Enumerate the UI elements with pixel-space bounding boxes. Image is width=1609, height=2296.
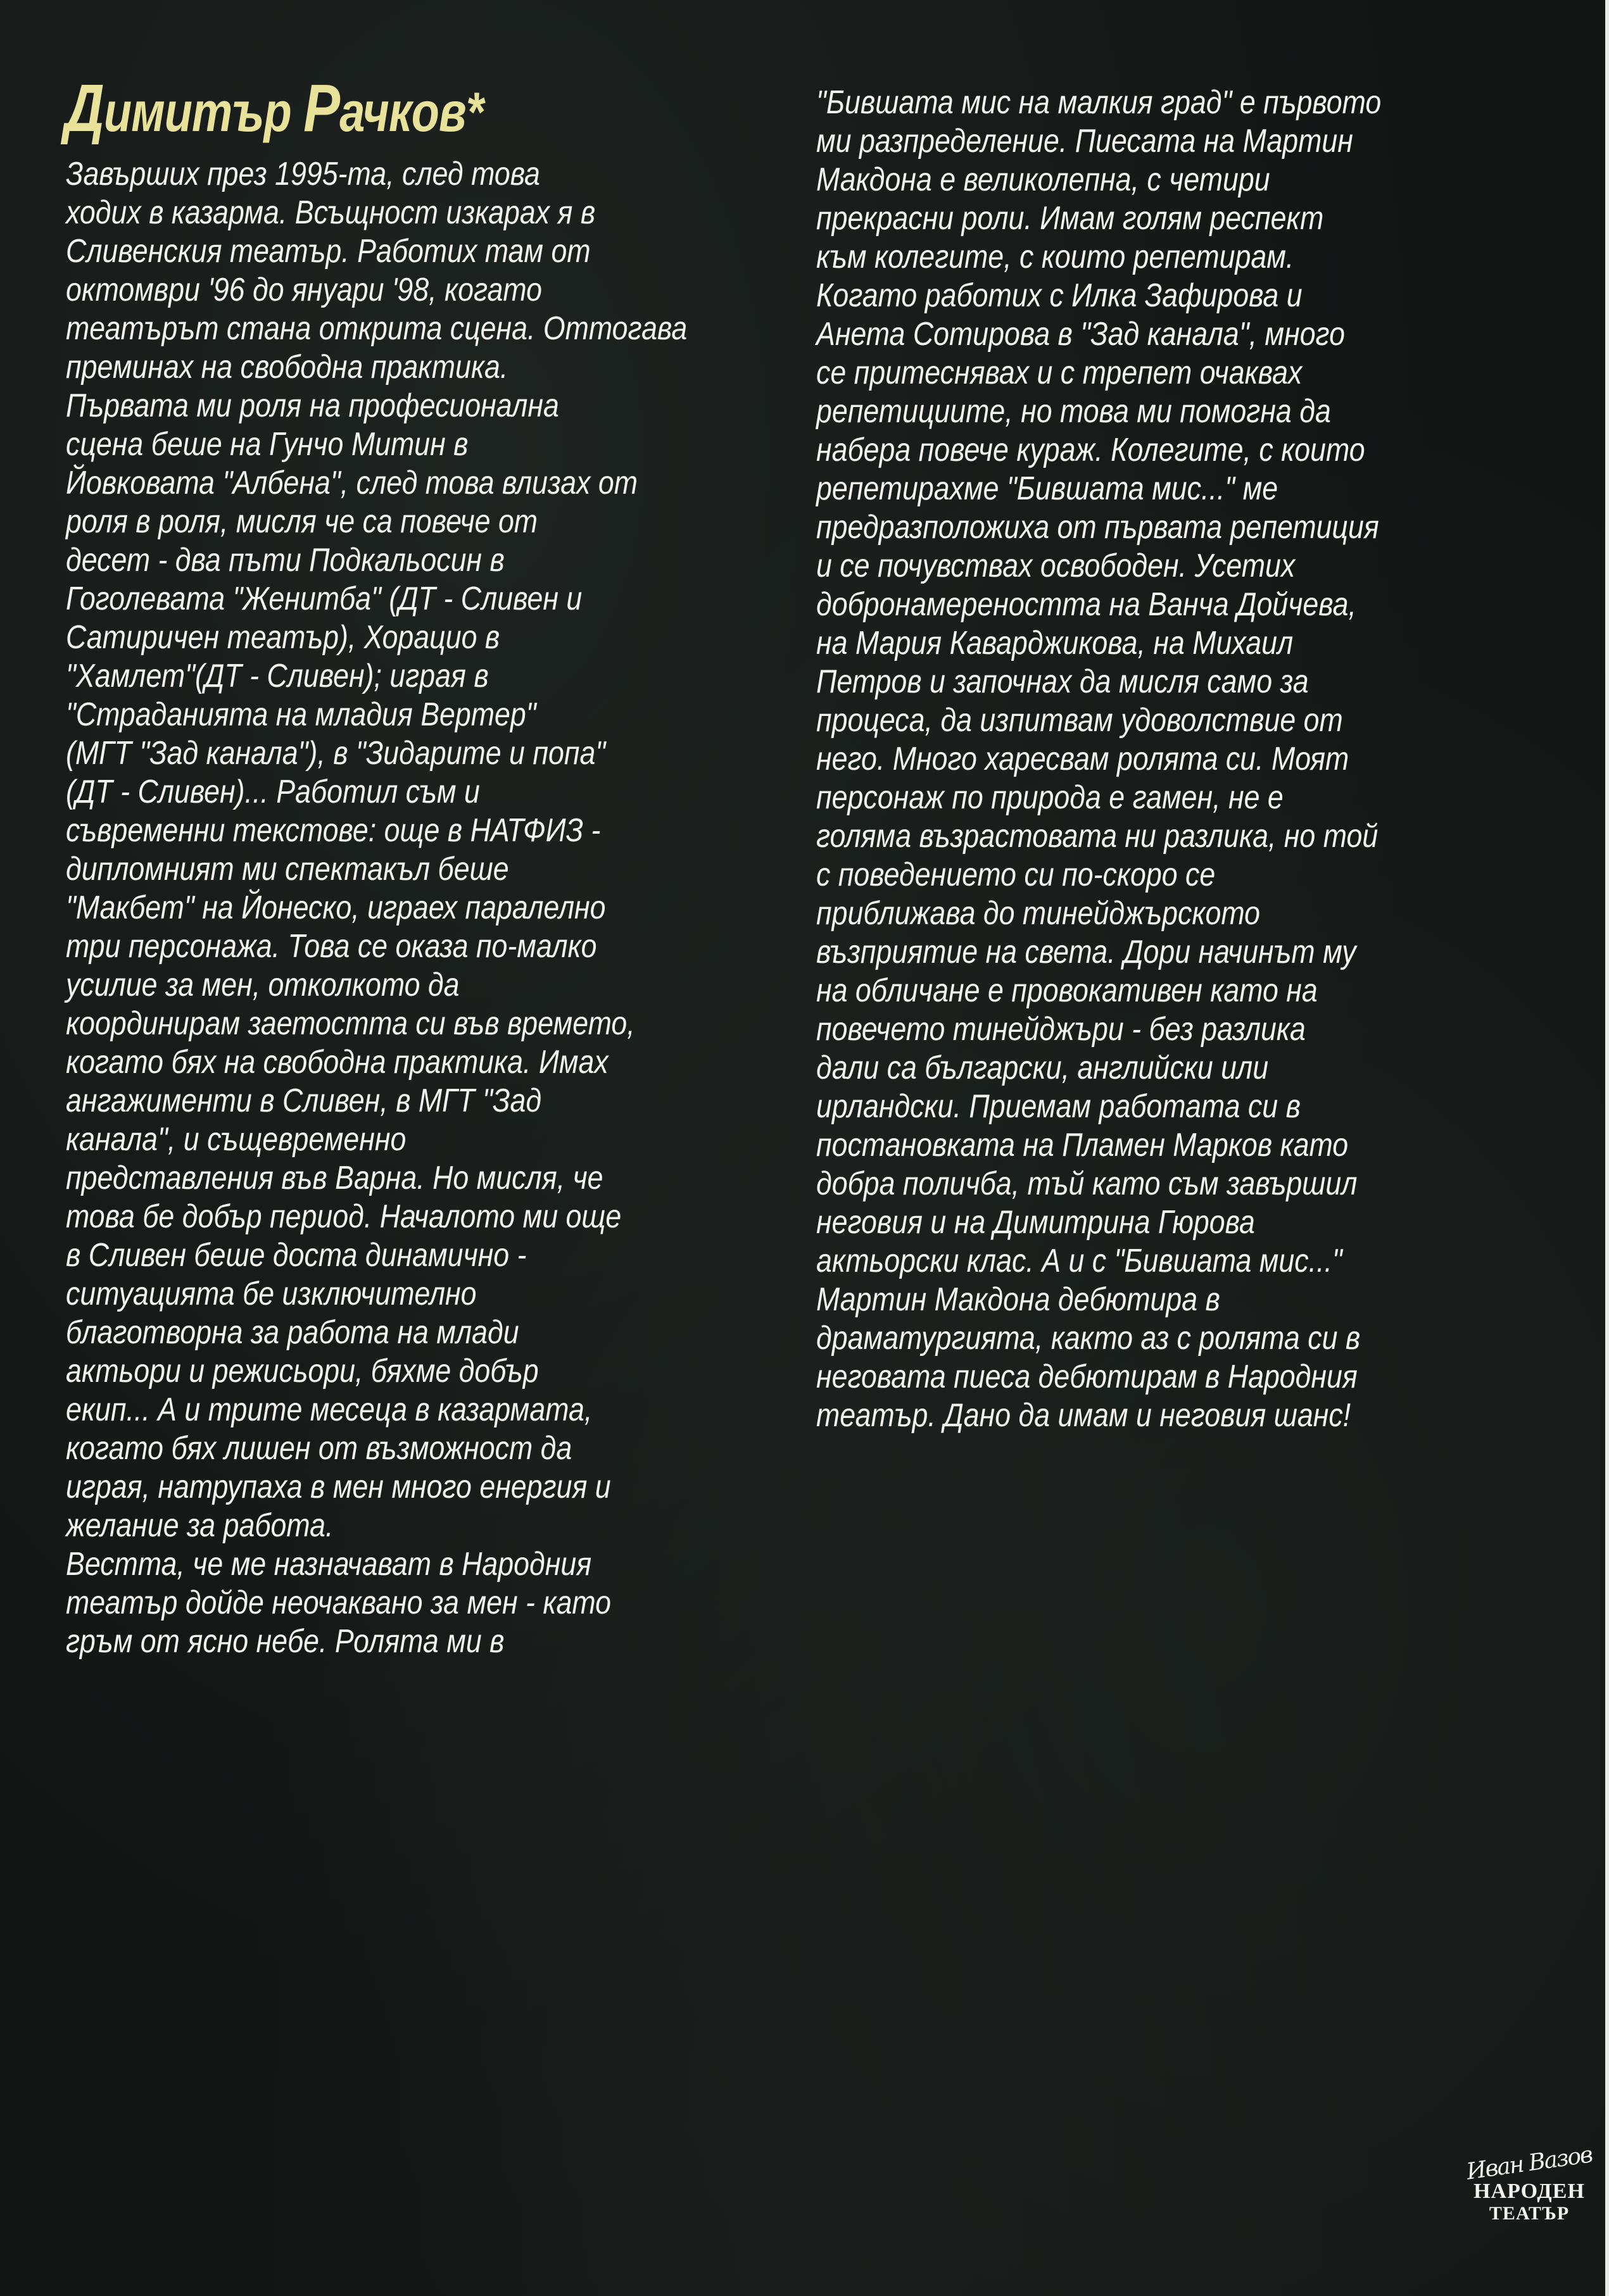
- text-line: прекрасни роли. Имам голям респект: [816, 200, 1324, 237]
- text-line: канала", и същевременно: [66, 1121, 407, 1158]
- text-line: театър. Дано да имам и неговия шанс!: [816, 1397, 1351, 1434]
- heading-last-rest: ачков*: [339, 80, 484, 143]
- text-line: "Макбет" на Йонеско, играех паралелно: [66, 889, 606, 926]
- text-line: Йовковата "Албена", след това влизах от: [66, 465, 638, 501]
- article-heading: [65, 71, 484, 146]
- text-line: повечето тинейджъри - без разлика: [816, 1011, 1306, 1048]
- text-line: ситуацията бе изключително: [66, 1276, 477, 1312]
- text-line: ангажименти в Сливен, в МГТ "Зад: [66, 1082, 542, 1119]
- text-line: репетициите, но това ми помогна да: [816, 393, 1331, 430]
- text-line: Анета Сотирова в "Зад канала", много: [816, 316, 1345, 353]
- text-line: Гоголевата "Женитба" (ДТ - Сливен и: [66, 580, 583, 617]
- text-line: добронамереността на Ванча Дойчева,: [816, 586, 1356, 623]
- text-line: представления във Варна. Но мисля, че: [66, 1160, 603, 1196]
- text-line: Петров и започнах да мисля само за: [816, 663, 1309, 700]
- left-column: [66, 155, 712, 1661]
- text-line: дипломният ми спектакъл беше: [66, 851, 509, 888]
- text-line: усилие за мен, отколкото да: [66, 967, 460, 1003]
- text-line: координирам заетостта си във времето,: [66, 1005, 635, 1042]
- right-column: [816, 84, 1462, 1435]
- text-line: когато бях на свободна практика. Имах: [66, 1044, 609, 1081]
- text-line: ходих в казарма. Всъщност изкарах я в: [66, 194, 596, 231]
- text-line: играя, натрупаха в мен много енергия и: [66, 1469, 611, 1505]
- text-line: неговата пиеса дебютирам в Народния: [816, 1358, 1358, 1395]
- text-line: театър дойде неочаквано за мен - като: [66, 1584, 611, 1621]
- text-line: и се почувствах освободен. Усетих: [816, 548, 1296, 584]
- text-line: него. Много харесвам ролята си. Моят: [816, 741, 1349, 777]
- text-line: на Мария Каварджикова, на Михаил: [816, 625, 1294, 662]
- text-line: десет - два пъти Подкальосин в: [66, 542, 505, 579]
- text-line: репетирахме "Бившата мис..." ме: [816, 470, 1278, 507]
- text-line: персонаж по природа е гамен, не е: [816, 779, 1284, 816]
- text-line: драматургията, както аз с ролята си в: [816, 1320, 1361, 1357]
- text-line: "Хамлет"(ДТ - Сливен); играя в: [66, 658, 489, 694]
- text-line: на обличане е провокативен като на: [816, 972, 1318, 1009]
- text-line: Сливенския театър. Работих там от: [66, 233, 591, 270]
- text-line: (ДТ - Сливен)... Работил съм и: [66, 774, 480, 810]
- text-line: Завърших през 1995-та, след това: [66, 156, 540, 192]
- text-line: октомври '96 до януари '98, когато: [66, 272, 543, 308]
- heading-first-initial: Д: [65, 71, 104, 146]
- text-line: "Страданията на младия Вертер": [66, 696, 536, 733]
- text-line: "Бившата мис на малкия град" е първото: [816, 84, 1382, 121]
- text-line: добра поличба, тъй като съм завършил: [816, 1165, 1358, 1202]
- logo-signature: Иван Вазов: [1465, 2142, 1594, 2185]
- text-line: ми разпределение. Пиесата на Мартин: [816, 123, 1353, 160]
- text-line: преминах на свободна практика.: [66, 349, 508, 386]
- text-line: с поведението си по-скоро се: [816, 856, 1216, 893]
- text-line: дали са български, английски или: [816, 1050, 1269, 1086]
- text-line: предразположиха от първата репетиция: [816, 509, 1379, 546]
- text-line: Първата ми роля на професионална: [66, 387, 559, 424]
- logo-subtitle: ТЕАТЪР: [1489, 2203, 1570, 2224]
- text-line: Макдона е великолепна, с четири: [816, 161, 1270, 198]
- text-line: сцена беше на Гунчо Митин в: [66, 426, 469, 463]
- text-line: актьорски клас. А и с "Бившата мис...": [816, 1243, 1342, 1279]
- text-line: Когато работих с Илка Зафирова и: [816, 277, 1303, 314]
- heading-last-initial: Р: [303, 71, 340, 146]
- text-line: това бе добър период. Началото ми още: [66, 1198, 622, 1235]
- text-line: съвременни текстове: още в НАТФИЗ -: [66, 812, 601, 849]
- text-line: постановката на Пламен Марков като: [816, 1127, 1349, 1164]
- text-line: голяма възрастовата ни разлика, но той: [816, 818, 1379, 855]
- text-line: екип... А и трите месеца в казармата,: [66, 1391, 593, 1428]
- text-line: възприятие на света. Дори начинът му: [816, 934, 1356, 970]
- text-line: три персонажа. Това се оказа по-малко: [66, 928, 597, 965]
- text-line: набера повече кураж. Колегите, с които: [816, 432, 1365, 468]
- text-line: ирландски. Приемам работата си в: [816, 1088, 1301, 1125]
- text-line: актьори и режисьори, бяхме добър: [66, 1353, 539, 1390]
- logo-name: НАРОДЕН: [1473, 2180, 1585, 2203]
- heading-first-rest: имитър: [103, 80, 304, 143]
- national-theatre-logo: [1465, 2142, 1594, 2278]
- text-line: роля в роля, мисля че са повече от: [66, 503, 538, 540]
- text-line: неговия и на Димитрина Гюрова: [816, 1204, 1255, 1241]
- text-line: благотворна за работа на млади: [66, 1314, 519, 1351]
- text-line: театърът стана открита сцена. Оттогава: [66, 310, 688, 347]
- text-line: се притеснявах и с трепет очаквах: [816, 354, 1303, 391]
- text-line: към колегите, с които репетирам.: [816, 239, 1294, 275]
- text-line: приближава до тинейджърското: [816, 895, 1261, 932]
- text-line: гръм от ясно небе. Ролята ми в: [66, 1623, 505, 1660]
- text-line: (МГТ "Зад канала"), в "Зидарите и попа": [66, 735, 606, 772]
- text-line: в Сливен беше доста динамично -: [66, 1237, 527, 1274]
- text-line: Мартин Макдона дебютира в: [816, 1281, 1220, 1318]
- text-line: Вестта, че ме назначават в Народния: [66, 1546, 592, 1583]
- text-line: процеса, да изпитвам удоволствие от: [816, 702, 1343, 739]
- text-line: когато бях лишен от възможност да: [66, 1430, 572, 1467]
- text-line: Сатиричен театър), Хорацио в: [66, 619, 500, 656]
- text-line: желание за работа.: [66, 1507, 334, 1544]
